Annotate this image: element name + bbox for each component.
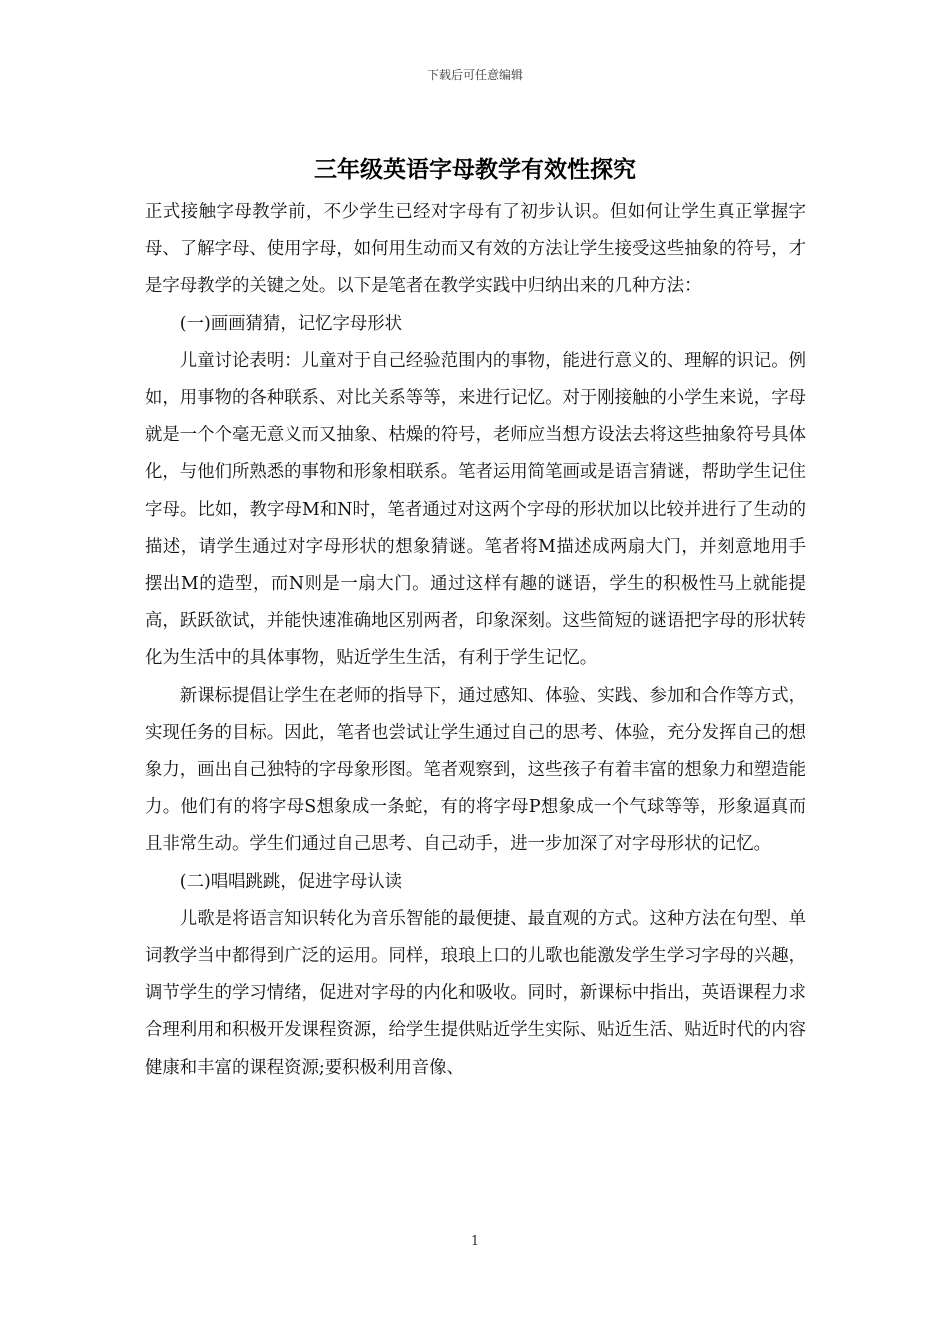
section-heading-1: (一)画画猜猜，记忆字母形状 bbox=[179, 313, 403, 334]
page-number: 1 bbox=[470, 1234, 480, 1249]
document-body bbox=[145, 194, 806, 1087]
page-header-note: 下载后可任意编辑 bbox=[426, 68, 523, 82]
paragraph: 儿童讨论表明：儿童对于自己经验范围内的事物，能进行意义的、理解的识记。例如，用事物的各种联系、对比关系等等，来进行记忆。对于刚接触的小学生来说，字母就是一个个毫无意义而又抽象、枯燥的符号，老师应当想方设法去将这些抽象符号具体化，与他们所熟悉的事物和形象相联系。笔者运用简笔画或是语言猜谜，帮助学生记住字母。比如，教字母M和N时，笔者通过对这两个字母的形状加以比较并进行了生动的描述，请学生通过对字母形状的想象猜谜。笔者将M描述成两扇大门，并刻意地用手摆出M的造型，而N则是一扇大门。通过这样有趣的谜语，学生的积极性马上就能提高，跃跃欲试，并能快速准确地区别两者，印象深刻。这些简短的谜语把字母的形状转化为生活中的具体事物，贴近学生生活，有利于学生记忆。 bbox=[145, 350, 806, 669]
paragraph-intro: 正式接触字母教学前，不少学生已经对字母有了初步认识。但如何让学生真正掌握字母、了解字母、使用字母，如何用生动而又有效的方法让学生接受这些抽象的符号，才是字母教学的关键之处。以下是笔者在教学实践中归纳出来的几种方法： bbox=[145, 202, 806, 297]
paragraph: 儿歌是将语言知识转化为音乐智能的最便捷、最直观的方式。这种方法在句型、单词教学当中都得到广泛的运用。同样，琅琅上口的儿歌也能激发学生学习字母的兴趣，调节学生的学习情绪，促进对字母的内化和吸收。同时，新课标中指出，英语课程力求合理利用和积极开发课程资源，给学生提供贴近学生实际、贴近生活、贴近时代的内容健康和丰富的课程资源;要积极利用音像、 bbox=[145, 908, 806, 1078]
paragraph: 新课标提倡让学生在老师的指导下，通过感知、体验、实践、参加和合作等方式，实现任务的目标。因此，笔者也尝试让学生通过自己的思考、体验，充分发挥自己的想象力，画出自己独特的字母象形图。笔者观察到，这些孩子有着丰富的想象力和塑造能力。他们有的将字母S想象成一条蛇，有的将字母P想象成一个气球等等，形象逼真而且非常生动。学生们通过自己思考、自己动手，进一步加深了对字母形状的记忆。 bbox=[145, 685, 806, 855]
section-heading-2: (二)唱唱跳跳，促进字母认读 bbox=[179, 871, 403, 892]
document-title: 三年级英语字母教学有效性探究 bbox=[314, 156, 636, 183]
